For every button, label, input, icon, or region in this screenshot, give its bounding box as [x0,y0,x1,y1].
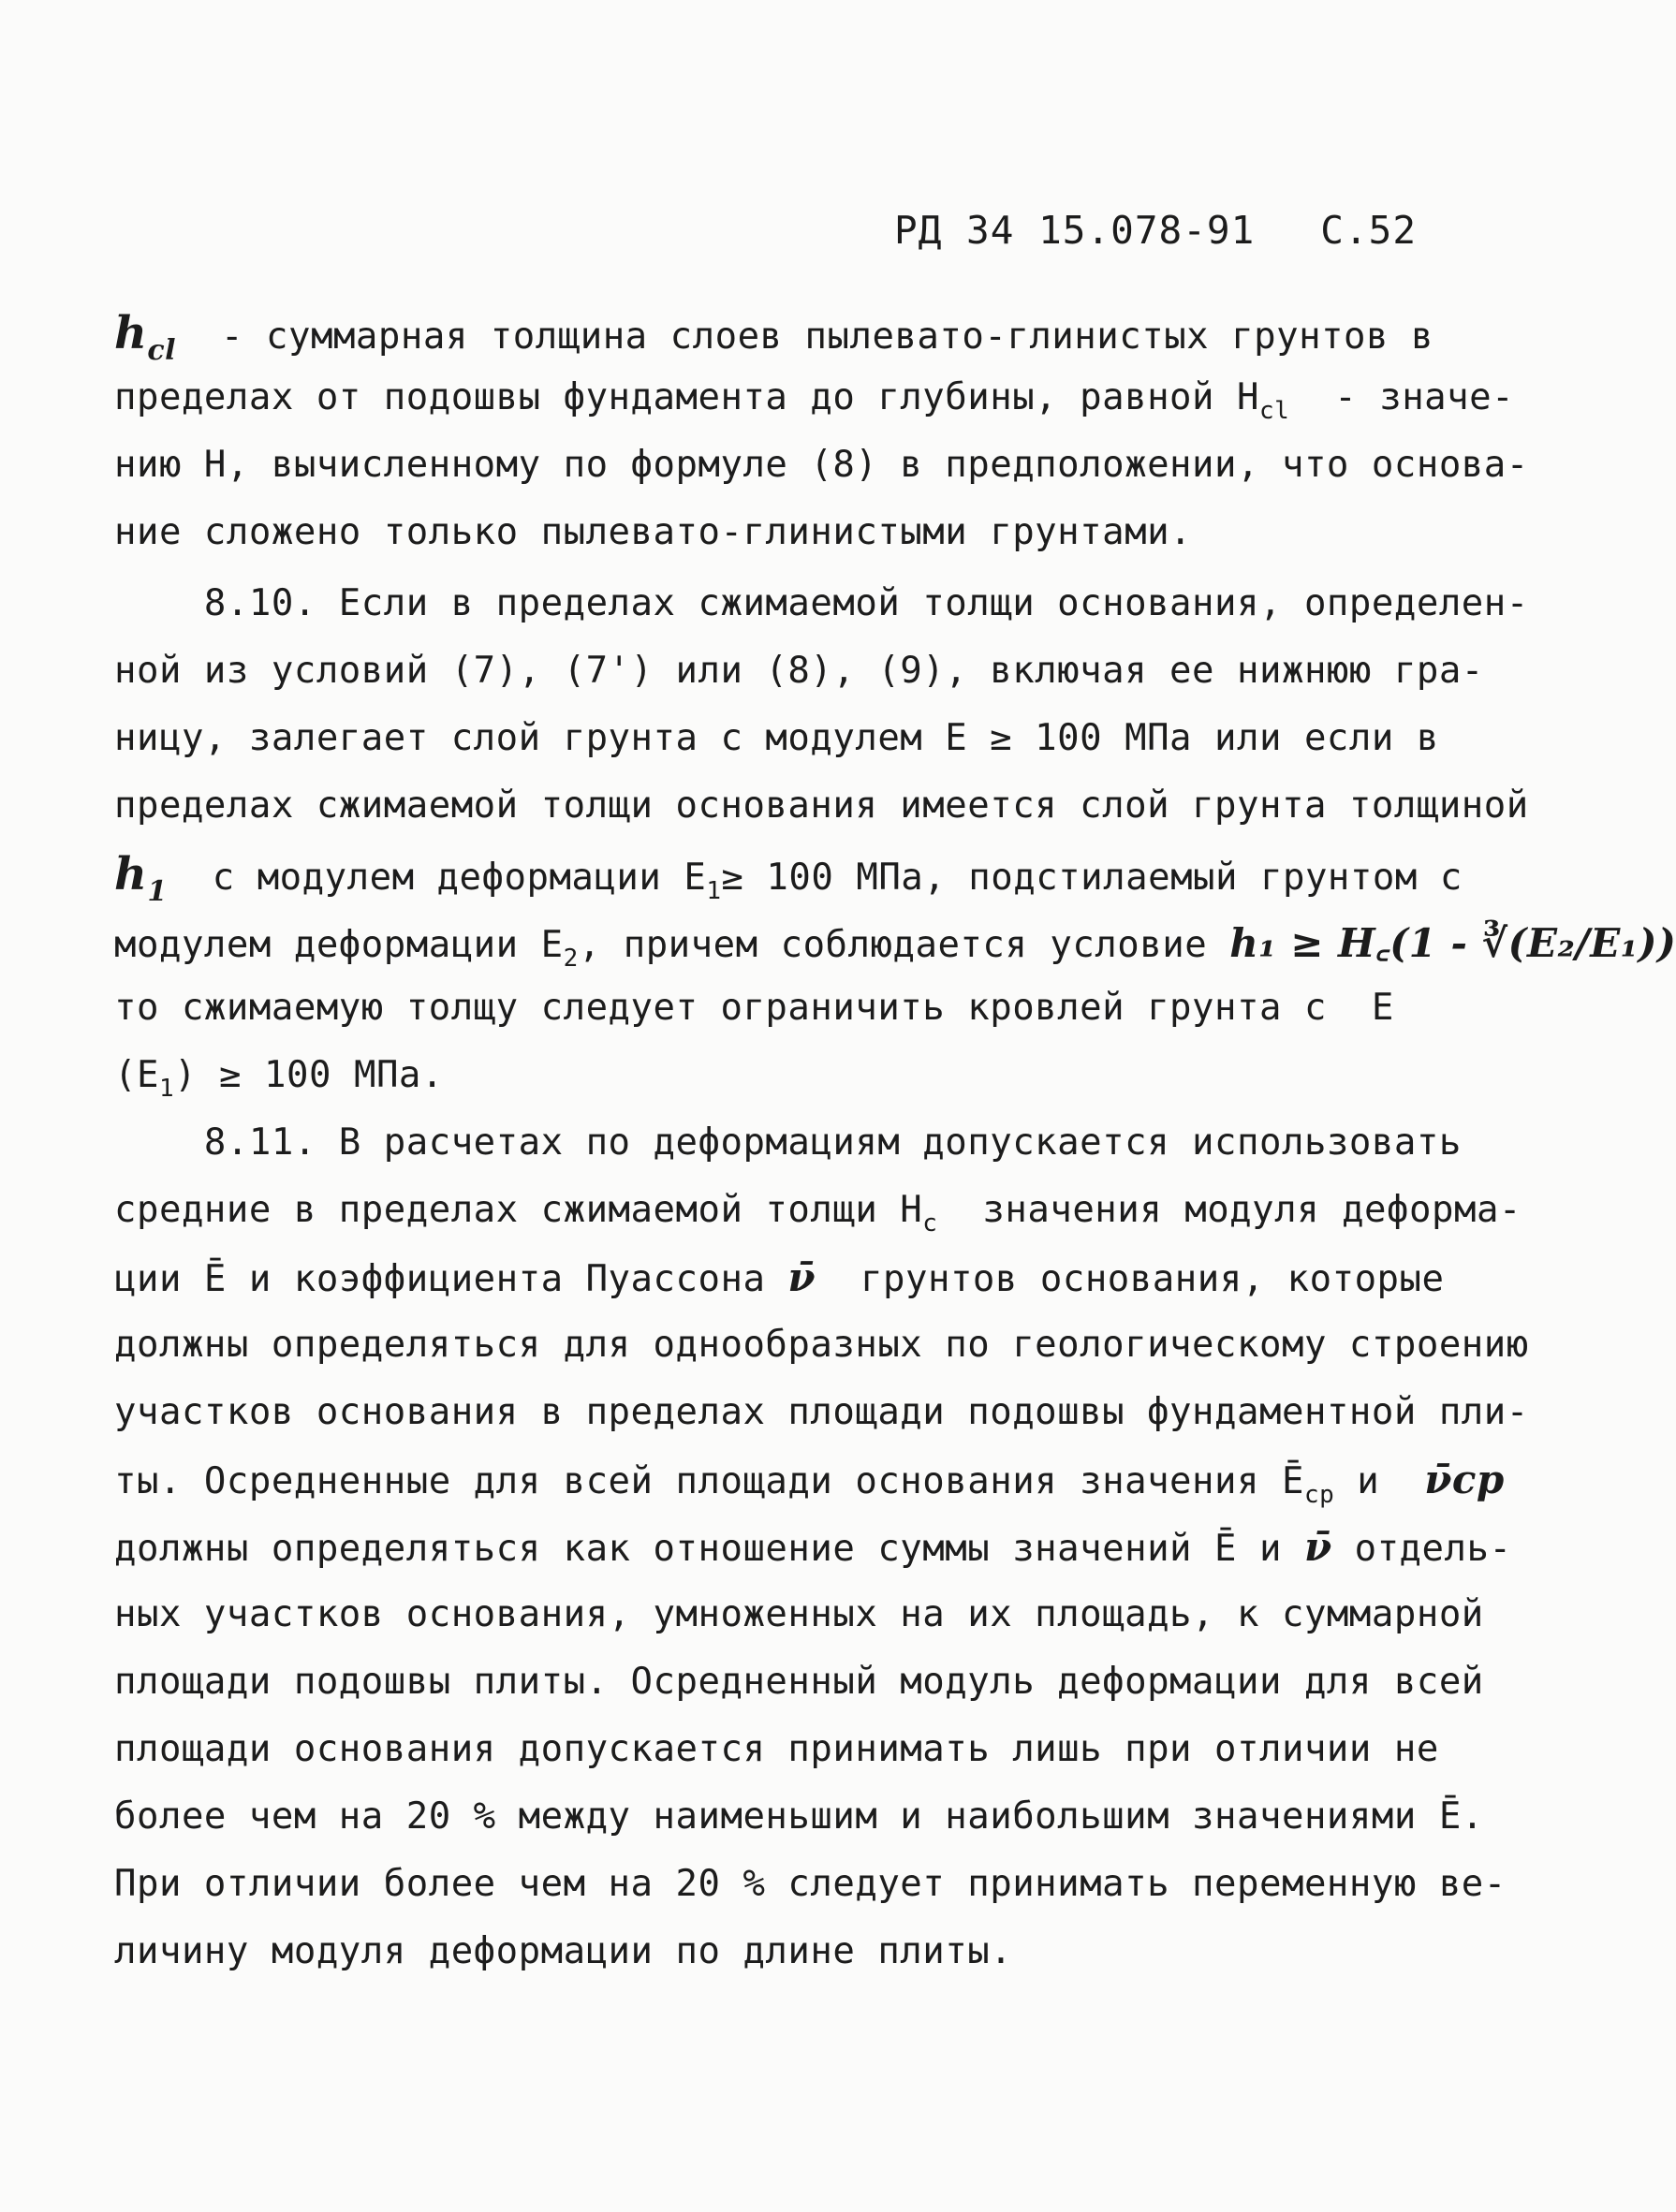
text-line: ницу, залегает слой грунта с модулем E ≥ 100 МПа или если в [114,717,1439,759]
paragraph-8-11-start: 8.11. В расчетах по деформациям допускается использовать [114,1121,1462,1164]
text-line: $(E_1) \ge 100$ МПа. [114,1054,444,1103]
symbol-h1: $h_1$ [114,848,168,908]
text-line: нию H, вычисленному по формуле (8) в предположении, что основа- [114,444,1529,486]
text-line: При отличии более чем на 20 % следует принимать переменную ве- [114,1863,1507,1905]
text-line: площади подошвы плиты. Осредненный модуль деформации для всей [114,1661,1484,1703]
page-number: С.52 [1320,208,1418,253]
text-line: ных участков основания, умноженных на их площадь, к суммарной [114,1593,1484,1635]
poisson-symbol: ν̄ [1303,1524,1332,1570]
document-code: РД 34 15.078-91 [894,208,1256,253]
text-line: пределах от подошвы фундамента до глубины, равной $H_{cl}$ - значе- [114,376,1515,425]
text-line: $h_{cl}$ - суммарная толщина слоев пылевато-глинистых грунтов в [114,307,1433,367]
text-line: то сжимаемую толщу следует ограничить кровлей грунта с E [114,987,1394,1029]
text-line: ции Ē и коэффициента Пуассона ν̄ грунтов основания, которые [114,1254,1445,1300]
text-line: более чем на 20 % между наименьшим и наибольшим значениями Ē. [114,1795,1484,1838]
text-line: ной из условий (7), (7') или (8), (9), включая ее нижнюю гра- [114,650,1484,692]
text-line: личину модуля деформации по длине плиты. [114,1930,1013,1972]
text-line: должны определяться для однообразных по геологическому строению [114,1324,1529,1366]
text-line: средние в пределах сжимаемой толщи $H_c$ значения модуля деформа- [114,1189,1522,1238]
text-line: модулем деформации $E_2$, причем соблюдается условие h₁ ≥ H꜀(1 - ∛(E₂/E₁)) [114,920,1676,973]
text-line: участков основания в пределах площади подошвы фундаментной пли- [114,1391,1529,1433]
condition-formula: h₁ ≥ H꜀(1 - ∛(E₂/E₁)) [1229,920,1676,966]
text-line: $h_1$ с модулем деформации $E_1\ge 100$ МПа, подстилаемый грунтом с [114,848,1463,908]
poisson-avg-symbol: ν̄ср [1424,1457,1505,1502]
text-line: ние сложено только пылевато-глинистыми грунтами. [114,511,1193,553]
page-header [894,208,1417,253]
symbol-h-cl: $h_{cl}$ [114,307,177,367]
text-line: пределах сжимаемой толщи основания имеется слой грунта толщиной [114,784,1529,827]
poisson-symbol: ν̄ [787,1254,816,1300]
text-line: ты. Осредненные для всей площади основания значения $Ē_{ср}$ и ν̄ср [114,1457,1505,1509]
text-line: площади основания допускается принимать лишь при отличии не [114,1728,1439,1770]
text-line: должны определяться как отношение суммы значений Ē и ν̄ отдель- [114,1524,1512,1570]
paragraph-8-10-start: 8.10. Если в пределах сжимаемой толщи основания, определен- [114,582,1529,624]
